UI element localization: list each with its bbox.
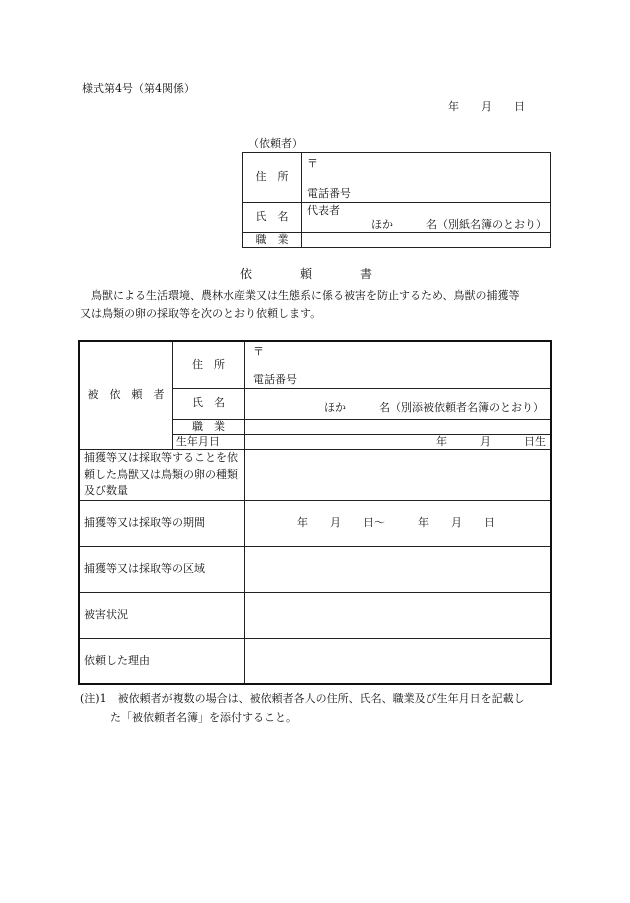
requester-occupation-field[interactable]	[302, 233, 551, 248]
address-label-cell	[172, 341, 244, 388]
requestee-label: 被 依 頼 者	[87, 388, 165, 402]
header-date: 年 月 日	[448, 100, 525, 113]
area-field[interactable]	[245, 546, 552, 592]
period-value: 年 月 日～ 年 月 日	[297, 516, 495, 530]
name-label-cell	[172, 388, 244, 419]
birthdate-field[interactable]	[245, 434, 552, 449]
requester-name-label: 氏 名	[255, 210, 289, 224]
postal-mark: 〒	[253, 345, 264, 358]
others-text: ほか 名（別添被依頼者名簿のとおり）	[324, 401, 544, 415]
period-label: 捕獲等又は採取等の期間	[84, 516, 205, 530]
period-label-cell	[79, 500, 245, 546]
intro-line-1: 鳥獣による生活環境、農林水産業又は生態系に係る被害を防止するため、鳥獣の捕獲等	[80, 289, 520, 302]
species-label: 捕獲等又は採取等することを依頼した鳥獣又は鳥類の卵の種類及び数量	[84, 451, 238, 498]
occupation-field[interactable]	[245, 419, 552, 434]
requester-occupation-label-cell	[243, 233, 302, 248]
requester-address-label: 住 所	[255, 170, 289, 184]
requester-others-text: ほか 名（別紙名簿のとおり）	[371, 217, 547, 231]
reason-label: 依頼した理由	[84, 653, 150, 667]
note-line-1: (注)1 被依頼者が複数の場合は、被依頼者各人の住所、氏名、職業及び生年月日を記載し	[80, 692, 525, 705]
birthdate-label-cell	[172, 434, 244, 449]
address-label: 住 所	[191, 357, 225, 371]
requester-representative-label: 代表者	[307, 203, 340, 217]
period-field[interactable]	[245, 500, 552, 546]
damage-label-cell	[79, 592, 245, 638]
area-label: 捕獲等又は採取等の区域	[84, 562, 205, 576]
occupation-label-cell	[172, 419, 244, 434]
requester-address-label-cell	[243, 153, 302, 203]
requester-occupation-label: 職 業	[255, 233, 289, 247]
phone-label: 電話番号	[253, 373, 297, 387]
requester-address-field[interactable]	[302, 153, 551, 203]
requester-name-label-cell	[243, 202, 302, 233]
requestee-label-cell	[79, 341, 172, 450]
species-label-cell	[79, 450, 245, 501]
note-line-2: た「被依頼者名簿」を添付すること。	[110, 711, 297, 724]
requester-phone-label: 電話番号	[307, 187, 351, 201]
requester-table	[242, 152, 551, 248]
birthdate-value: 年 月 日生	[436, 434, 546, 448]
requester-caption: （依頼者）	[248, 137, 303, 150]
requester-name-field[interactable]	[302, 202, 551, 233]
address-field[interactable]	[245, 341, 552, 388]
occupation-label: 職 業	[191, 419, 225, 433]
name-field[interactable]	[245, 388, 552, 419]
main-table	[78, 340, 552, 685]
name-label: 氏 名	[191, 396, 225, 410]
document-title: 依 頼 書	[240, 267, 373, 281]
requester-postal-mark: 〒	[307, 157, 318, 170]
birthdate-label: 生年月日	[175, 434, 220, 448]
reason-label-cell	[79, 638, 245, 684]
form-number: 様式第4号（第4関係）	[82, 82, 195, 95]
damage-field[interactable]	[245, 592, 552, 638]
reason-field[interactable]	[245, 638, 552, 684]
area-label-cell	[79, 546, 245, 592]
species-field[interactable]	[245, 450, 552, 501]
intro-line-2: 又は鳥類の卵の採取等を次のとおり依頼します。	[80, 307, 322, 320]
damage-label: 被害状況	[84, 608, 128, 622]
